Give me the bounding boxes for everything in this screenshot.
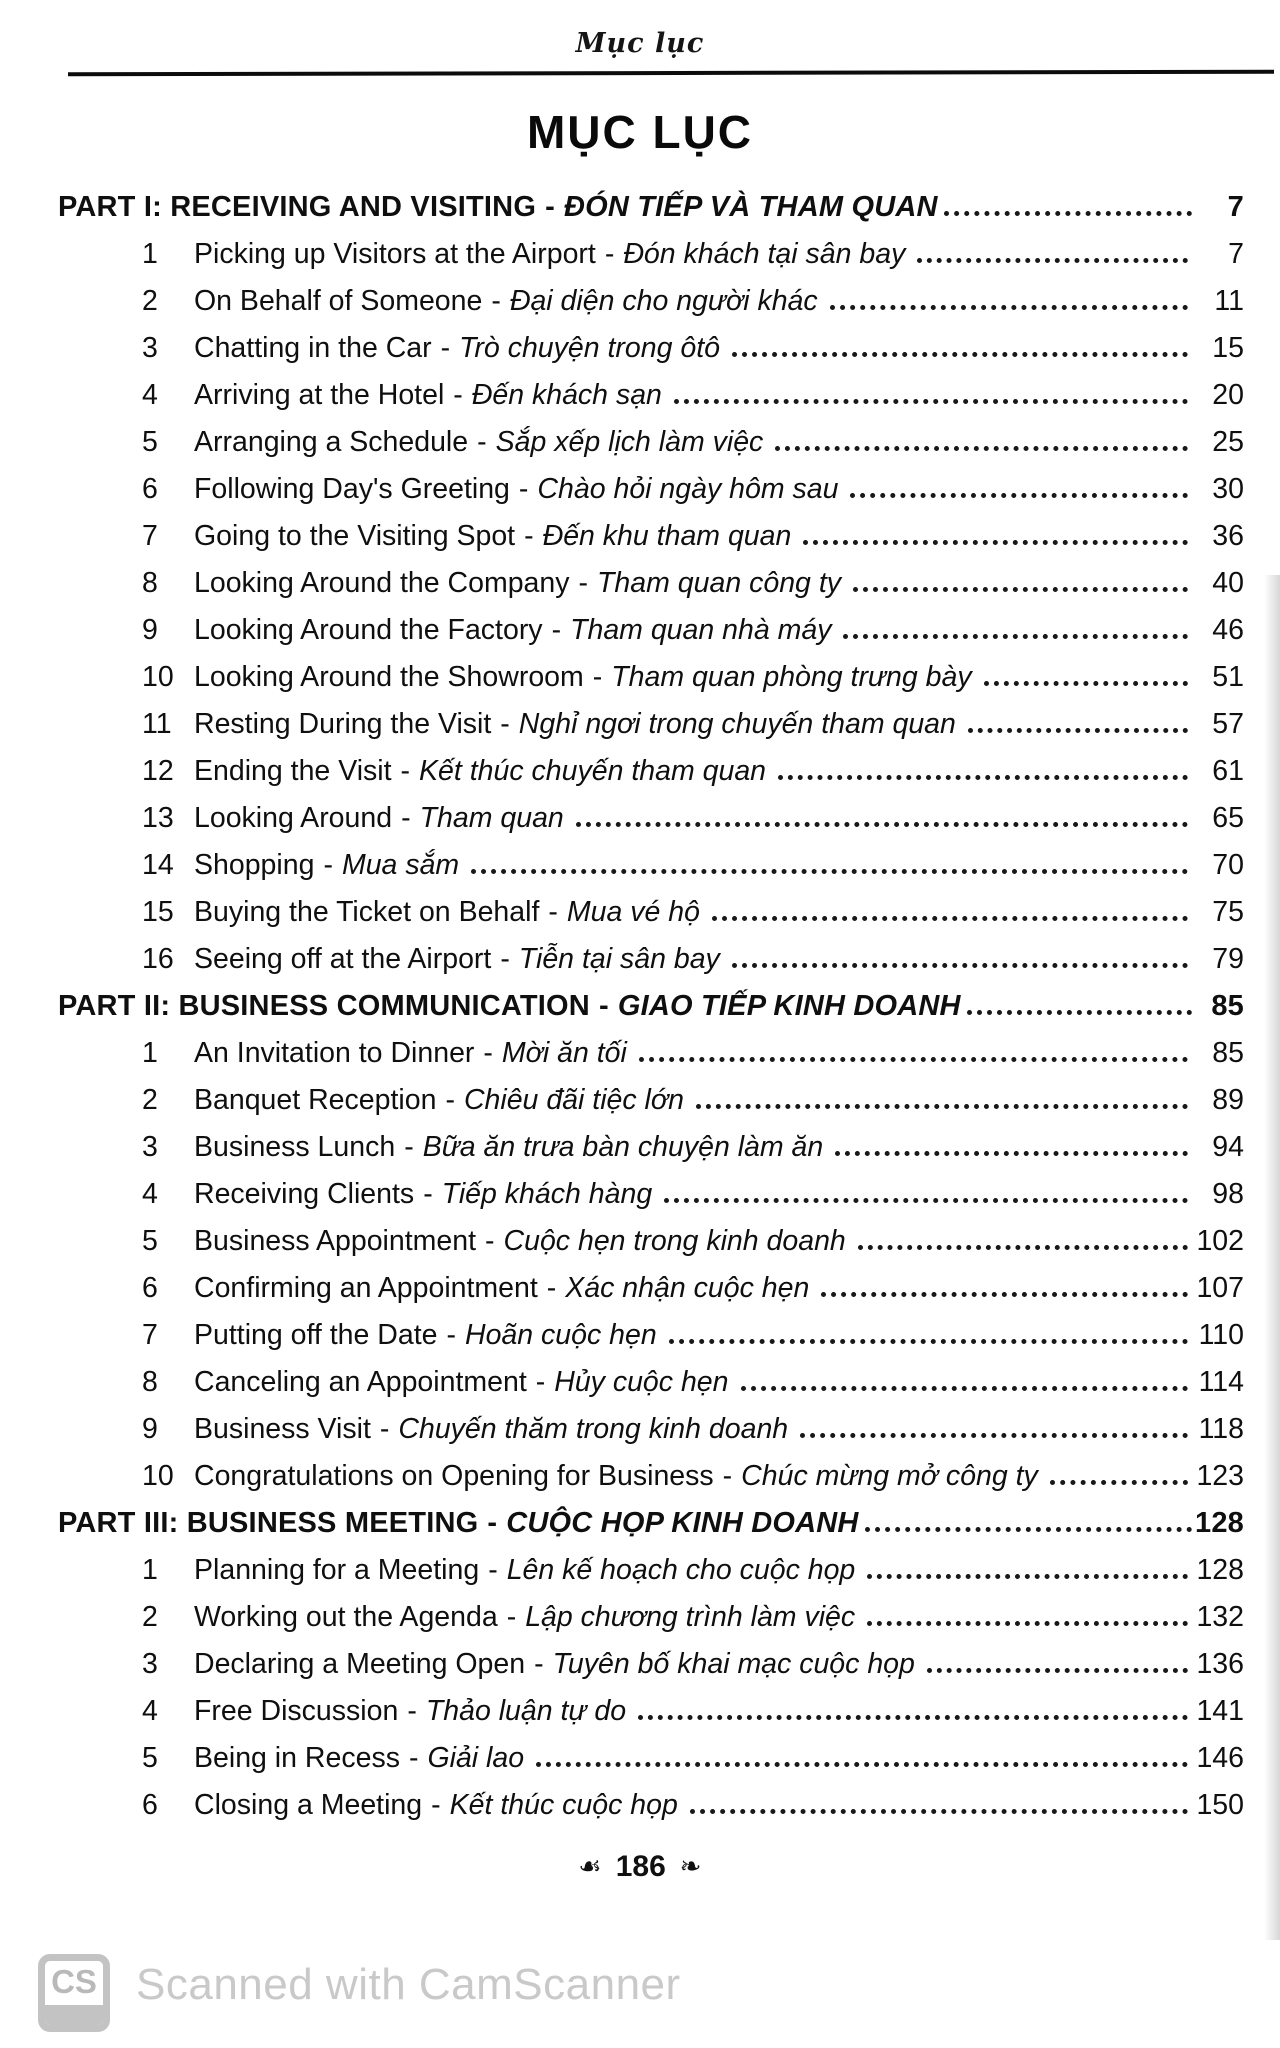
item-number: 6 [142,1272,158,1304]
item-page-number: 11 [1214,285,1244,317]
camscanner-logo-base [45,2005,103,2025]
item-number: 5 [142,1225,158,1257]
toc-item-row [58,835,1244,882]
item-number: 1 [142,238,158,270]
item-title-vi: Kết thúc chuyến tham quan [419,755,767,787]
item-number: 3 [142,332,158,364]
item-page-number: 110 [1198,1319,1244,1351]
item-title-en: Working out the Agenda [194,1601,498,1633]
toc-item-row [58,459,1244,506]
item-title-vi: Kết thúc cuộc họp [449,1789,678,1821]
item-title-separator: - [423,1178,433,1210]
item-title-en: Closing a Meeting [194,1789,423,1821]
item-title-separator: - [722,1460,733,1492]
item-title-vi: Tham quan công ty [597,567,841,599]
item-page-number: 79 [1212,943,1244,975]
toc-item-row [58,1352,1244,1399]
item-title-en: An Invitation to Dinner [194,1037,475,1069]
item-number: 13 [142,802,174,834]
toc-item-row [58,1070,1244,1117]
item-page-number: 89 [1212,1084,1244,1116]
item-number: 3 [142,1648,158,1680]
item-number: 7 [142,520,158,552]
item-title-vi: Chúc mừng mở công ty [741,1460,1038,1492]
item-number: 6 [142,473,158,505]
item-title-vi: Mua vé hộ [566,896,700,928]
item-title-vi: Đến khu tham quan [542,520,792,552]
item-title-en: Business Lunch [194,1131,396,1163]
toc-item-row [58,1211,1244,1258]
item-title-vi: Trò chuyện trong ôtô [459,332,721,364]
camscanner-logo-icon [38,1954,110,2032]
item-title-vi: Giải lao [427,1742,525,1774]
item-page-number: 132 [1196,1601,1244,1633]
item-page-number: 150 [1196,1789,1244,1821]
item-page-number: 94 [1212,1131,1244,1163]
item-number: 7 [142,1319,158,1351]
item-title-vi: Mời ăn tối [501,1037,627,1069]
item-title-separator: - [407,1695,417,1727]
item-title-en: Seeing off at the Airport [194,943,492,975]
item-title-vi: Tiễn tại sân bay [518,943,720,975]
item-title-en: Putting off the Date [194,1319,438,1351]
item-title-en: Buying the Ticket on Behalf [194,896,540,928]
item-page-number: 51 [1212,661,1244,693]
toc-item-row [58,882,1244,929]
item-page-number: 128 [1196,1554,1244,1586]
toc-item-row [58,1540,1244,1587]
toc-item-row [58,1446,1244,1493]
dot-leader [1050,1480,1188,1485]
item-page-number: 36 [1212,520,1244,552]
item-title-en: Looking Around the Factory [194,614,543,646]
item-page-number: 85 [1212,1037,1244,1069]
toc-item-row [58,1117,1244,1164]
item-number: 8 [142,567,158,599]
toc-item-row [58,318,1244,365]
dot-leader [639,1057,1188,1062]
item-title-vi: Sắp xếp lịch làm việc [495,426,764,458]
item-number: 14 [142,849,174,881]
item-title-separator: - [578,567,589,599]
dot-leader [741,1386,1188,1391]
dot-leader [944,211,1192,216]
item-title-vi: Chiêu đãi tiệc lớn [463,1084,684,1116]
camscanner-watermark [38,1954,681,2032]
item-title-separator: - [535,1366,546,1398]
item-title-en: Following Day's Greeting [194,473,510,505]
part-header-row [58,177,1244,224]
item-page-number: 118 [1198,1413,1244,1445]
item-title-separator: - [546,1272,557,1304]
item-title-separator: - [524,520,534,552]
toc-item-row [58,506,1244,553]
item-page-number: 65 [1212,802,1244,834]
toc-item-row [58,224,1244,271]
item-title-vi: Thảo luận tự do [425,1695,627,1727]
item-title-vi: Lên kế hoạch cho cuộc họp [506,1554,856,1586]
item-title-separator: - [604,238,615,270]
item-title-separator: - [518,473,529,505]
item-number: 1 [142,1037,158,1069]
toc-item-row [58,1305,1244,1352]
item-title-separator: - [551,614,562,646]
scan-edge-shadow [1264,575,1280,1940]
dot-leader [778,775,1188,780]
toc-item-row [58,1023,1244,1070]
item-title-en: Confirming an Appointment [194,1272,538,1304]
toc-item-row [58,1728,1244,1775]
item-page-number: 114 [1198,1366,1244,1398]
item-title-en: Picking up Visitors at the Airport [194,238,596,270]
item-page-number: 46 [1212,614,1244,646]
item-number: 2 [142,285,158,317]
item-title-separator: - [500,943,510,975]
item-title-vi: Lập chương trình làm việc [525,1601,856,1633]
dot-leader [576,822,1188,827]
item-title-vi: Tiếp khách hàng [441,1178,653,1210]
dot-leader [968,728,1188,733]
item-page-number: 141 [1196,1695,1244,1727]
part-title-en: PART II: BUSINESS COMMUNICATION [58,990,590,1022]
item-title-separator: - [408,1742,419,1774]
item-number: 4 [142,1695,158,1727]
dot-leader [867,1621,1188,1626]
dot-leader [800,1433,1188,1438]
toc-item-row [58,929,1244,976]
item-title-vi: Mua sắm [341,849,460,881]
item-page-number: 102 [1196,1225,1244,1257]
dot-leader [967,1010,1192,1015]
dot-leader [835,1151,1188,1156]
toc-item-row [58,600,1244,647]
item-title-en: Declaring a Meeting Open [194,1648,526,1680]
dot-leader [830,305,1188,310]
footer-left-ornament-icon: ☙ [578,1852,602,1882]
dot-leader [927,1668,1188,1673]
item-title-separator: - [534,1648,544,1680]
dot-leader [865,1527,1192,1532]
toc-item-row [58,412,1244,459]
dot-leader [867,1574,1188,1579]
item-title-en: Receiving Clients [194,1178,415,1210]
toc-item-row [58,1399,1244,1446]
dot-leader [850,493,1188,498]
dot-leader [536,1762,1188,1767]
item-title-en: Being in Recess [194,1742,400,1774]
dot-leader [669,1339,1188,1344]
item-title-vi: Cuộc hẹn trong kinh doanh [503,1225,846,1257]
item-title-separator: - [488,1554,498,1586]
part-title-separator: - [487,1507,498,1539]
item-title-separator: - [592,661,603,693]
item-title-separator: - [379,1413,390,1445]
item-title-vi: Bữa ăn trưa bàn chuyện làm ăn [422,1131,824,1163]
item-title-vi: Đến khách sạn [471,379,662,411]
item-page-number: 75 [1212,896,1244,928]
item-title-vi: Tuyên bố khai mạc cuộc họp [552,1648,915,1680]
dot-leader [674,399,1188,404]
item-number: 2 [142,1084,158,1116]
toc-item-row [58,694,1244,741]
item-number: 5 [142,1742,158,1774]
item-number: 2 [142,1601,158,1633]
dot-leader [664,1198,1188,1203]
item-page-number: 25 [1212,426,1244,458]
item-number: 10 [142,1460,174,1492]
part-title-vi: GIAO TIẾP KINH DOANH [617,990,961,1022]
item-title-en: Congratulations on Opening for Business [194,1460,714,1492]
item-title-en: On Behalf of Someone [194,285,483,317]
part-title-en: PART I: RECEIVING AND VISITING [58,191,537,223]
toc-item-row [58,1587,1244,1634]
item-title-vi: Xác nhận cuộc hẹn [565,1272,810,1304]
dot-leader [775,446,1188,451]
item-title-separator: - [445,1084,455,1116]
dot-leader [843,634,1188,639]
dot-leader [984,681,1188,686]
toc-item-row [58,741,1244,788]
dot-leader [690,1809,1188,1814]
part-title-separator: - [598,990,609,1022]
dot-leader [853,587,1188,592]
item-title-vi: Đón khách tại sân bay [623,238,906,270]
item-number: 1 [142,1554,158,1586]
footer-page-number: 186 [615,1850,666,1883]
header-rule [68,70,1274,77]
item-title-en: Going to the Visiting Spot [194,520,516,552]
item-page-number: 136 [1196,1648,1244,1680]
item-title-en: Chatting in the Car [194,332,432,364]
dot-leader [821,1292,1188,1297]
toc-item-row [58,271,1244,318]
camscanner-logo-text: CS [51,1963,97,2000]
item-title-en: Resting During the Visit [194,708,492,740]
item-title-vi: Hoãn cuộc hẹn [464,1319,657,1351]
item-number: 4 [142,1178,158,1210]
item-title-separator: - [400,755,411,787]
item-title-en: Looking Around the Showroom [194,661,584,693]
item-number: 9 [142,614,158,646]
item-title-en: Planning for a Meeting [194,1554,480,1586]
item-page-number: 107 [1196,1272,1244,1304]
item-title-vi: Tham quan nhà máy [570,614,832,646]
item-page-number: 123 [1196,1460,1244,1492]
item-title-en: Free Discussion [194,1695,399,1727]
item-title-separator: - [483,1037,493,1069]
toc-item-row [58,788,1244,835]
item-page-number: 57 [1212,708,1244,740]
dot-leader [732,352,1188,357]
item-page-number: 7 [1228,238,1244,270]
item-title-separator: - [440,332,451,364]
item-title-en: Canceling an Appointment [194,1366,527,1398]
toc-item-row [58,1681,1244,1728]
item-number: 12 [142,755,174,787]
item-page-number: 98 [1212,1178,1244,1210]
item-title-separator: - [431,1789,441,1821]
item-number: 8 [142,1366,158,1398]
item-number: 10 [142,661,174,693]
item-title-en: Arriving at the Hotel [194,379,445,411]
item-number: 9 [142,1413,158,1445]
part-page-number: 128 [1195,1507,1244,1539]
part-page-number: 7 [1227,191,1244,223]
part-header-row [58,976,1244,1023]
item-title-vi: Hủy cuộc hẹn [554,1366,729,1398]
item-title-separator: - [323,849,333,881]
dot-leader [471,869,1188,874]
item-title-vi: Nghỉ ngơi trong chuyến tham quan [518,708,956,740]
dot-leader [917,258,1188,263]
dot-leader [858,1245,1188,1250]
running-head: Mục lục [575,28,705,59]
item-page-number: 30 [1212,473,1244,505]
part-header-row [58,1493,1244,1540]
camscanner-watermark-text: Scanned with CamScanner [136,1960,681,2009]
item-page-number: 146 [1196,1742,1244,1774]
item-title-separator: - [491,285,501,317]
item-number: 11 [142,708,172,740]
item-title-separator: - [477,426,487,458]
item-title-en: Business Appointment [194,1225,477,1257]
item-page-number: 20 [1212,379,1244,411]
item-title-separator: - [401,802,411,834]
item-title-vi: Chào hỏi ngày hôm sau [537,473,839,505]
dot-leader [696,1104,1188,1109]
toc-item-row [58,1164,1244,1211]
toc-item-row [58,553,1244,600]
dot-leader [638,1715,1188,1720]
item-title-vi: Tham quan phòng trưng bày [611,661,972,693]
page-title: MỤC LỤC [526,106,754,158]
dot-leader [732,963,1188,968]
item-number: 15 [142,896,174,928]
item-page-number: 70 [1212,849,1244,881]
toc-item-row [58,647,1244,694]
item-number: 3 [142,1131,158,1163]
item-title-vi: Tham quan [419,802,564,834]
item-page-number: 15 [1212,332,1244,364]
part-title-separator: - [545,191,555,223]
item-title-separator: - [500,708,510,740]
item-title-separator: - [404,1131,414,1163]
part-title-en: PART III: BUSINESS MEETING [58,1507,479,1539]
item-number: 6 [142,1789,158,1821]
item-title-separator: - [548,896,558,928]
item-title-separator: - [453,379,463,411]
item-title-vi: Chuyến thăm trong kinh doanh [398,1413,789,1445]
toc-item-row [58,1258,1244,1305]
part-title-vi: CUỘC HỌP KINH DOANH [506,1507,859,1539]
item-page-number: 61 [1212,755,1244,787]
item-title-en: Looking Around [194,802,393,834]
item-title-en: Ending the Visit [194,755,392,787]
part-title-vi: ĐÓN TIẾP VÀ THAM QUAN [563,191,938,223]
item-title-vi: Đại diện cho người khác [509,285,818,317]
toc-item-row [58,365,1244,412]
item-title-en: Arranging a Schedule [194,426,469,458]
toc [0,159,1280,1822]
dot-leader [803,540,1188,545]
item-title-en: Looking Around the Company [194,567,570,599]
item-number: 5 [142,426,158,458]
item-title-en: Business Visit [194,1413,371,1445]
part-page-number: 85 [1211,990,1244,1022]
toc-item-row [58,1775,1244,1822]
item-number: 16 [142,943,174,975]
page-footer [0,1850,1280,1884]
dot-leader [712,916,1188,921]
toc-item-row [58,1634,1244,1681]
item-title-en: Shopping [194,849,315,881]
item-title-separator: - [446,1319,456,1351]
footer-right-ornament-icon: ❧ [679,1852,702,1882]
item-title-en: Banquet Reception [194,1084,437,1116]
item-number: 4 [142,379,158,411]
item-page-number: 40 [1212,567,1244,599]
item-title-separator: - [506,1601,517,1633]
item-title-separator: - [485,1225,495,1257]
